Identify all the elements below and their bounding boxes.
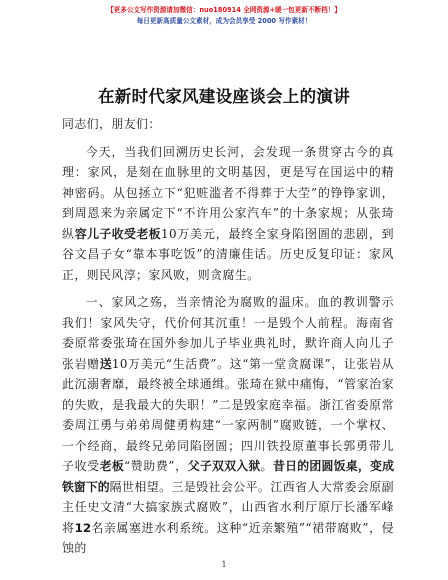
- promo-banner: [0, 5, 448, 27]
- banner-line-2: 每日更新高质量公文素材，成为会员享受 2000 写作素材！: [136, 17, 312, 25]
- paragraph-2-text-b: 10万美元“生活费”。这“第一堂贪腐课”，让张岩从此沉溺奢靡，最终被全球通缉。张琦在狱中痛悔，“管家治家的失败，是我最大的失职！”二是毁家庭幸福。浙江省委原常委周江勇与弟弟周健勇构建“一家两制”腐败链，一个掌权、一个经商，最终兄弟同陷囹圄；四川铁投原董事长郭勇带儿子收受: [62, 356, 394, 473]
- paragraph-2: [62, 292, 394, 559]
- paragraph-2-text: 一、家风之殇，当亲情沦为腐败的温床。血的教训警示我们！家风失守，代价何其沉重！一是毁个人前程。海南省委原常委张琦在国外参加儿子毕业典礼时，默许商人向儿子张岩赠: [62, 295, 394, 371]
- banner-line-1: 【更多公文写作资源请加微信：nuo180914 全网资源+暖一包更新不断档！】: [107, 6, 341, 14]
- paragraph-1-text: 今天，当我们回溯历史长河，会发现一条贯穿古今的真理：家风，是刻在血脉里的文明基因，更是写在国运中的精神密码。从包拯立下“犯赃滥者不得葬于大茔”的铮铮家训，到周恩来为亲属定下“不许用公家汽车”的十条家规；从张琦纵: [62, 144, 394, 241]
- paragraph-2-highlight-count: 12: [74, 520, 92, 535]
- greeting: 同志们，朋友们：: [62, 117, 161, 131]
- paragraph-1-text-cont: 10万美元，最终全家身陷囹圄的悲剧，到谷文昌子女“靠本事吃饭”的清廉佳话。历史反复印证：家风正，则民风淳；家风败，则贪腐生。: [62, 226, 394, 282]
- paragraph-2-text-c: “赞助费”，: [123, 459, 188, 473]
- page-number: 1: [221, 560, 227, 569]
- document-body: [62, 114, 394, 566]
- paragraph-2-highlight-send: 送: [99, 356, 112, 371]
- paragraph-2-highlight-table: 昔日的团圆饭桌，变成铁窗下的: [62, 459, 394, 494]
- paragraph-2-text-e: 隔世相望。三是毁社会公平。江西省人大常委会原副主任史文清“大搞家族式腐败”，山西省水利厅原厅长潘军峰将: [62, 479, 394, 535]
- paragraph-2-text-f: 名亲属塞进水利系统。这种“近亲繁殖”“裙带腐败”，侵蚀的: [62, 520, 394, 555]
- paragraph-2-text-d: 。: [260, 459, 274, 473]
- paragraph-1-highlight: 容儿子收受老板: [74, 226, 161, 241]
- paragraph-2-highlight-jail: 父子双双入狱: [187, 459, 261, 473]
- paragraph-1: [62, 142, 394, 286]
- document-title: 在新时代家风建设座谈会上的演讲: [98, 87, 350, 106]
- paragraph-2-highlight-boss: 老板: [99, 459, 124, 473]
